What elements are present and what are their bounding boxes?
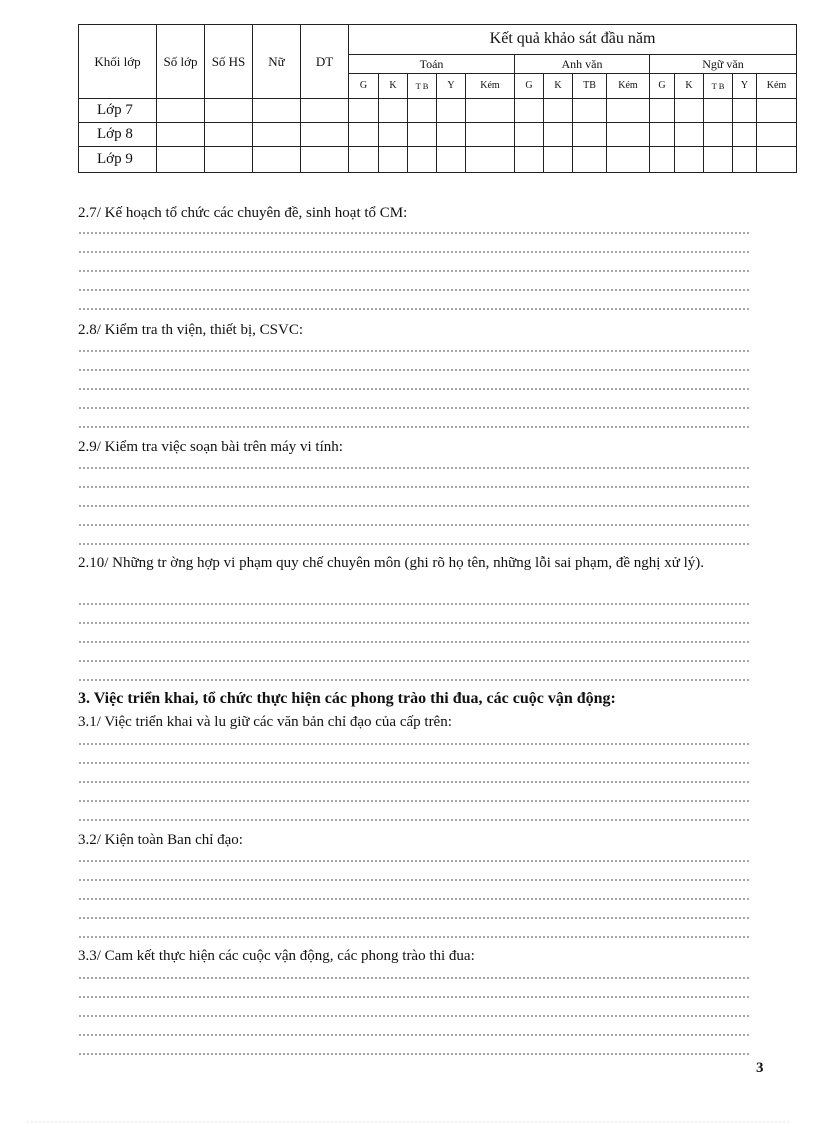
fill-line (78, 425, 750, 429)
fill-line (78, 602, 750, 606)
fill-line (78, 621, 750, 625)
fill-line (78, 995, 750, 999)
grade-van-y: Y (733, 74, 757, 99)
header-subject-toan: Toán (349, 55, 515, 74)
table-row (79, 147, 797, 173)
row-label-lop-7: Lớp 7 (79, 99, 157, 123)
heading-3-1: 3.1/ Việc triển khai và lu giữ các văn bản chỉ đạo của cấp trên: (78, 714, 452, 730)
grade-anh-k: K (544, 74, 573, 99)
fill-line (78, 976, 750, 980)
heading-2-8: 2.8/ Kiểm tra th viện, thiết bị, CSVC: (78, 322, 303, 338)
heading-3-3: 3.3/ Cam kết thực hiện các cuộc vận động, các phong trào thi đua: (78, 948, 475, 964)
grade-van-k: K (675, 74, 704, 99)
heading-2-7: 2.7/ Kế hoạch tổ chức các chuyên đề, sinh hoạt tổ CM: (78, 205, 408, 221)
fill-line (78, 504, 750, 508)
header-nu: Nữ (253, 25, 301, 99)
header-subject-anh-van: Anh văn (515, 55, 650, 74)
fill-line (78, 307, 750, 311)
fill-line (78, 349, 750, 353)
grade-toan-k: K (379, 74, 408, 99)
header-so-lop: Số lớp (157, 25, 205, 99)
fill-line (78, 231, 750, 235)
grade-toan-g: G (349, 74, 379, 99)
grade-anh-kem: Kém (607, 74, 650, 99)
fill-line (78, 466, 750, 470)
heading-2-10: 2.10/ Những tr ờng hợp vi phạm quy chế chuyên môn (ghi rõ họ tên, những lỗi sai phạm, đề nghị xử lý). (78, 555, 705, 571)
header-khoi-lop: Khối lớp (79, 25, 157, 99)
fill-line (78, 485, 750, 489)
table-row (79, 123, 797, 147)
row-label-lop-8: Lớp 8 (79, 123, 157, 147)
fill-line (78, 1014, 750, 1018)
grade-toan-kem: Kém (466, 74, 515, 99)
fill-line (78, 250, 750, 254)
fill-line (78, 859, 750, 863)
fill-line (78, 1052, 750, 1056)
fill-line (78, 288, 750, 292)
fill-line (78, 916, 750, 920)
fill-line (78, 269, 750, 273)
fill-line (78, 742, 750, 746)
fill-line (78, 818, 750, 822)
grade-anh-g: G (515, 74, 544, 99)
fill-line (78, 761, 750, 765)
grade-anh-tb: TB (573, 74, 607, 99)
heading-3: 3. Việc triển khai, tổ chức thực hiện các phong trào thi đua, các cuộc vận động: (78, 690, 616, 707)
heading-3-2: 3.2/ Kiện toàn Ban chỉ đạo: (78, 832, 243, 848)
page-number: 3 (756, 1060, 764, 1076)
fill-line (78, 406, 750, 410)
fill-line (78, 799, 750, 803)
header-so-hs: Số HS (205, 25, 253, 99)
heading-2-9: 2.9/ Kiểm tra việc soạn bài trên máy vi tính: (78, 439, 343, 455)
header-subject-ngu-van: Ngữ văn (650, 55, 797, 74)
fill-line (78, 878, 750, 882)
fill-line (78, 542, 750, 546)
row-label-lop-9: Lớp 9 (79, 147, 157, 173)
fill-line (78, 387, 750, 391)
fill-line (78, 659, 750, 663)
header-dt: DT (301, 25, 349, 99)
fill-line (78, 897, 750, 901)
fill-line (78, 780, 750, 784)
header-survey-title: Kết quả khảo sát đầu năm (349, 25, 797, 55)
table-row (79, 99, 797, 123)
grade-van-tb: T B (704, 74, 733, 99)
fill-line (78, 1033, 750, 1037)
survey-results-table (78, 24, 797, 173)
fill-line (78, 368, 750, 372)
fill-line (78, 523, 750, 527)
grade-van-g: G (650, 74, 675, 99)
grade-toan-tb: T B (408, 74, 437, 99)
grade-van-kem: Kém (757, 74, 797, 99)
grade-toan-y: Y (437, 74, 466, 99)
fill-line (78, 935, 750, 939)
fill-line (78, 678, 750, 682)
fill-line (78, 640, 750, 644)
